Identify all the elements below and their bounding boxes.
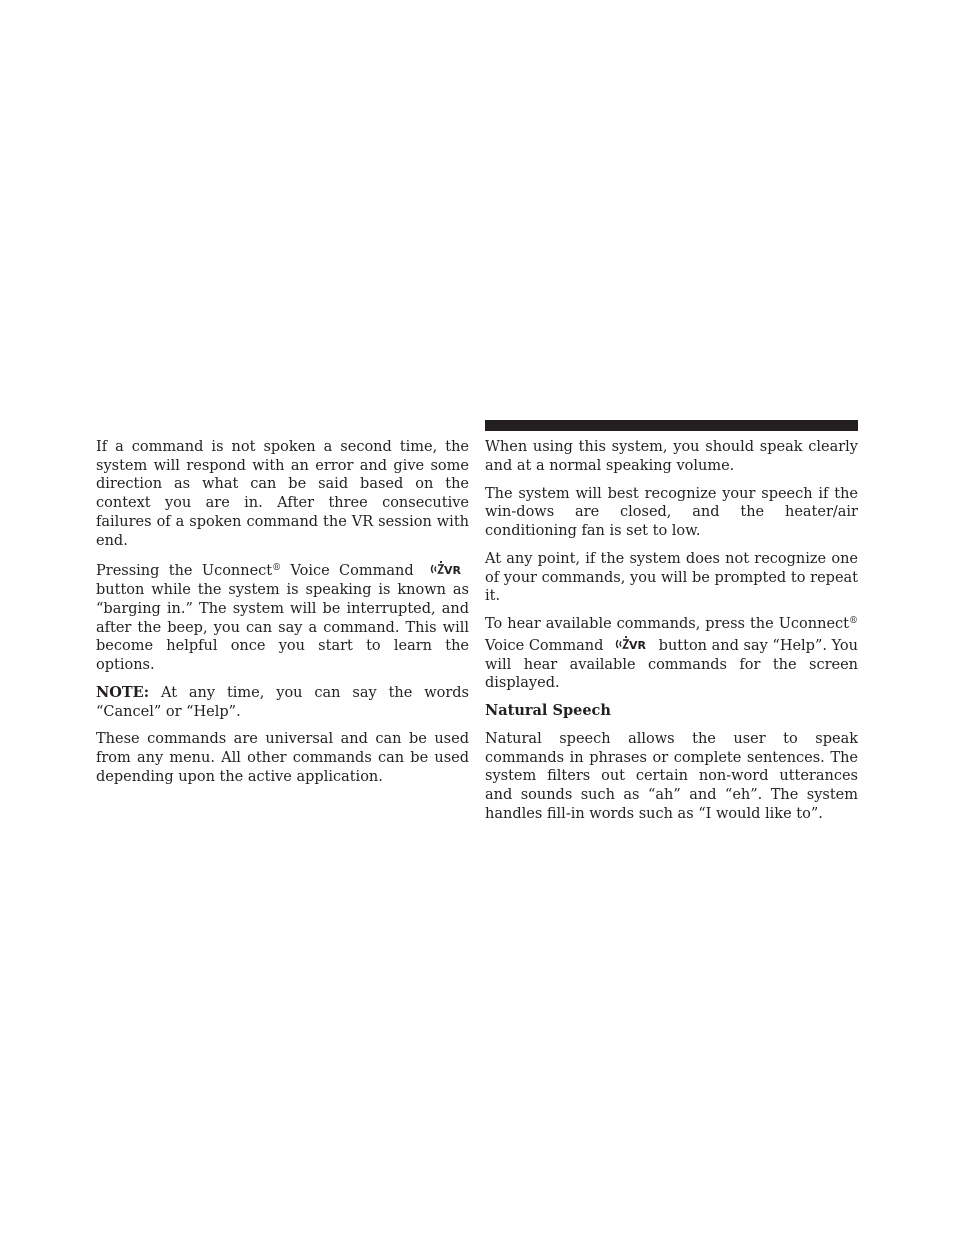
note-text: At any time, you can say the words “Cancel” or “Help”. [96, 684, 469, 720]
svg-text:VR: VR [629, 638, 647, 652]
paragraph-natural-speech: Natural speech allows the user to speak commands in phrases or complete sentences. The system filters out certain non-word utterances and sounds such as “ah” and “eh”. The system handles fill-in words such as “I would like to”. [485, 731, 858, 822]
voice-command-vr-icon [427, 559, 465, 579]
paragraph-windows-closed: The system will best recognize your speech if the win-dows are closed, and the heater/air conditioning fan is set to low. [485, 485, 858, 539]
note-paragraph [96, 684, 469, 721]
paragraph-speak-clearly: When using this system, you should speak clearly and at a normal speaking volume. [485, 439, 858, 474]
section-header-bar [485, 420, 858, 431]
voice-command-vr-icon [612, 634, 650, 654]
left-column [96, 438, 469, 796]
registered-mark: ® [272, 563, 282, 574]
text-voice-command: Voice Command [485, 637, 609, 654]
heading-natural-speech: Natural Speech [485, 702, 611, 720]
registered-mark: ® [849, 616, 858, 627]
svg-text:VR: VR [444, 564, 461, 578]
text-pressing: Pressing the Uconnect [96, 563, 273, 580]
text-help-rest: button and say “Help”. You will hear available commands for the screen displayed. [485, 637, 858, 692]
text-voice-command: Voice Command [281, 563, 423, 580]
paragraph-universal-commands: These commands are universal and can be used from any menu. All other commands can be used depending upon the active application. [96, 731, 469, 785]
paragraph-help-command [485, 615, 858, 693]
text-to-hear: To hear available commands, press the Uconnect [485, 616, 849, 633]
paragraph-barging-in [96, 559, 469, 674]
right-column [485, 438, 858, 824]
paragraph-command-not-spoken: If a command is not spoken a second time, the system will respond with an error and give some direction as what can be said based on the context you are in. After three consecutive failures of a spoken command the VR session with end. [96, 439, 469, 549]
note-label: NOTE: [96, 683, 150, 701]
text-barging-rest: button while the system is speaking is known as “barging in.” The system will be interrupted, and after the beep, you can say a command. This will become helpful once you start to learn the options. [96, 582, 469, 673]
paragraph-repeat-prompt: At any point, if the system does not recognize one of your commands, you will be prompted to repeat it. [485, 550, 858, 605]
